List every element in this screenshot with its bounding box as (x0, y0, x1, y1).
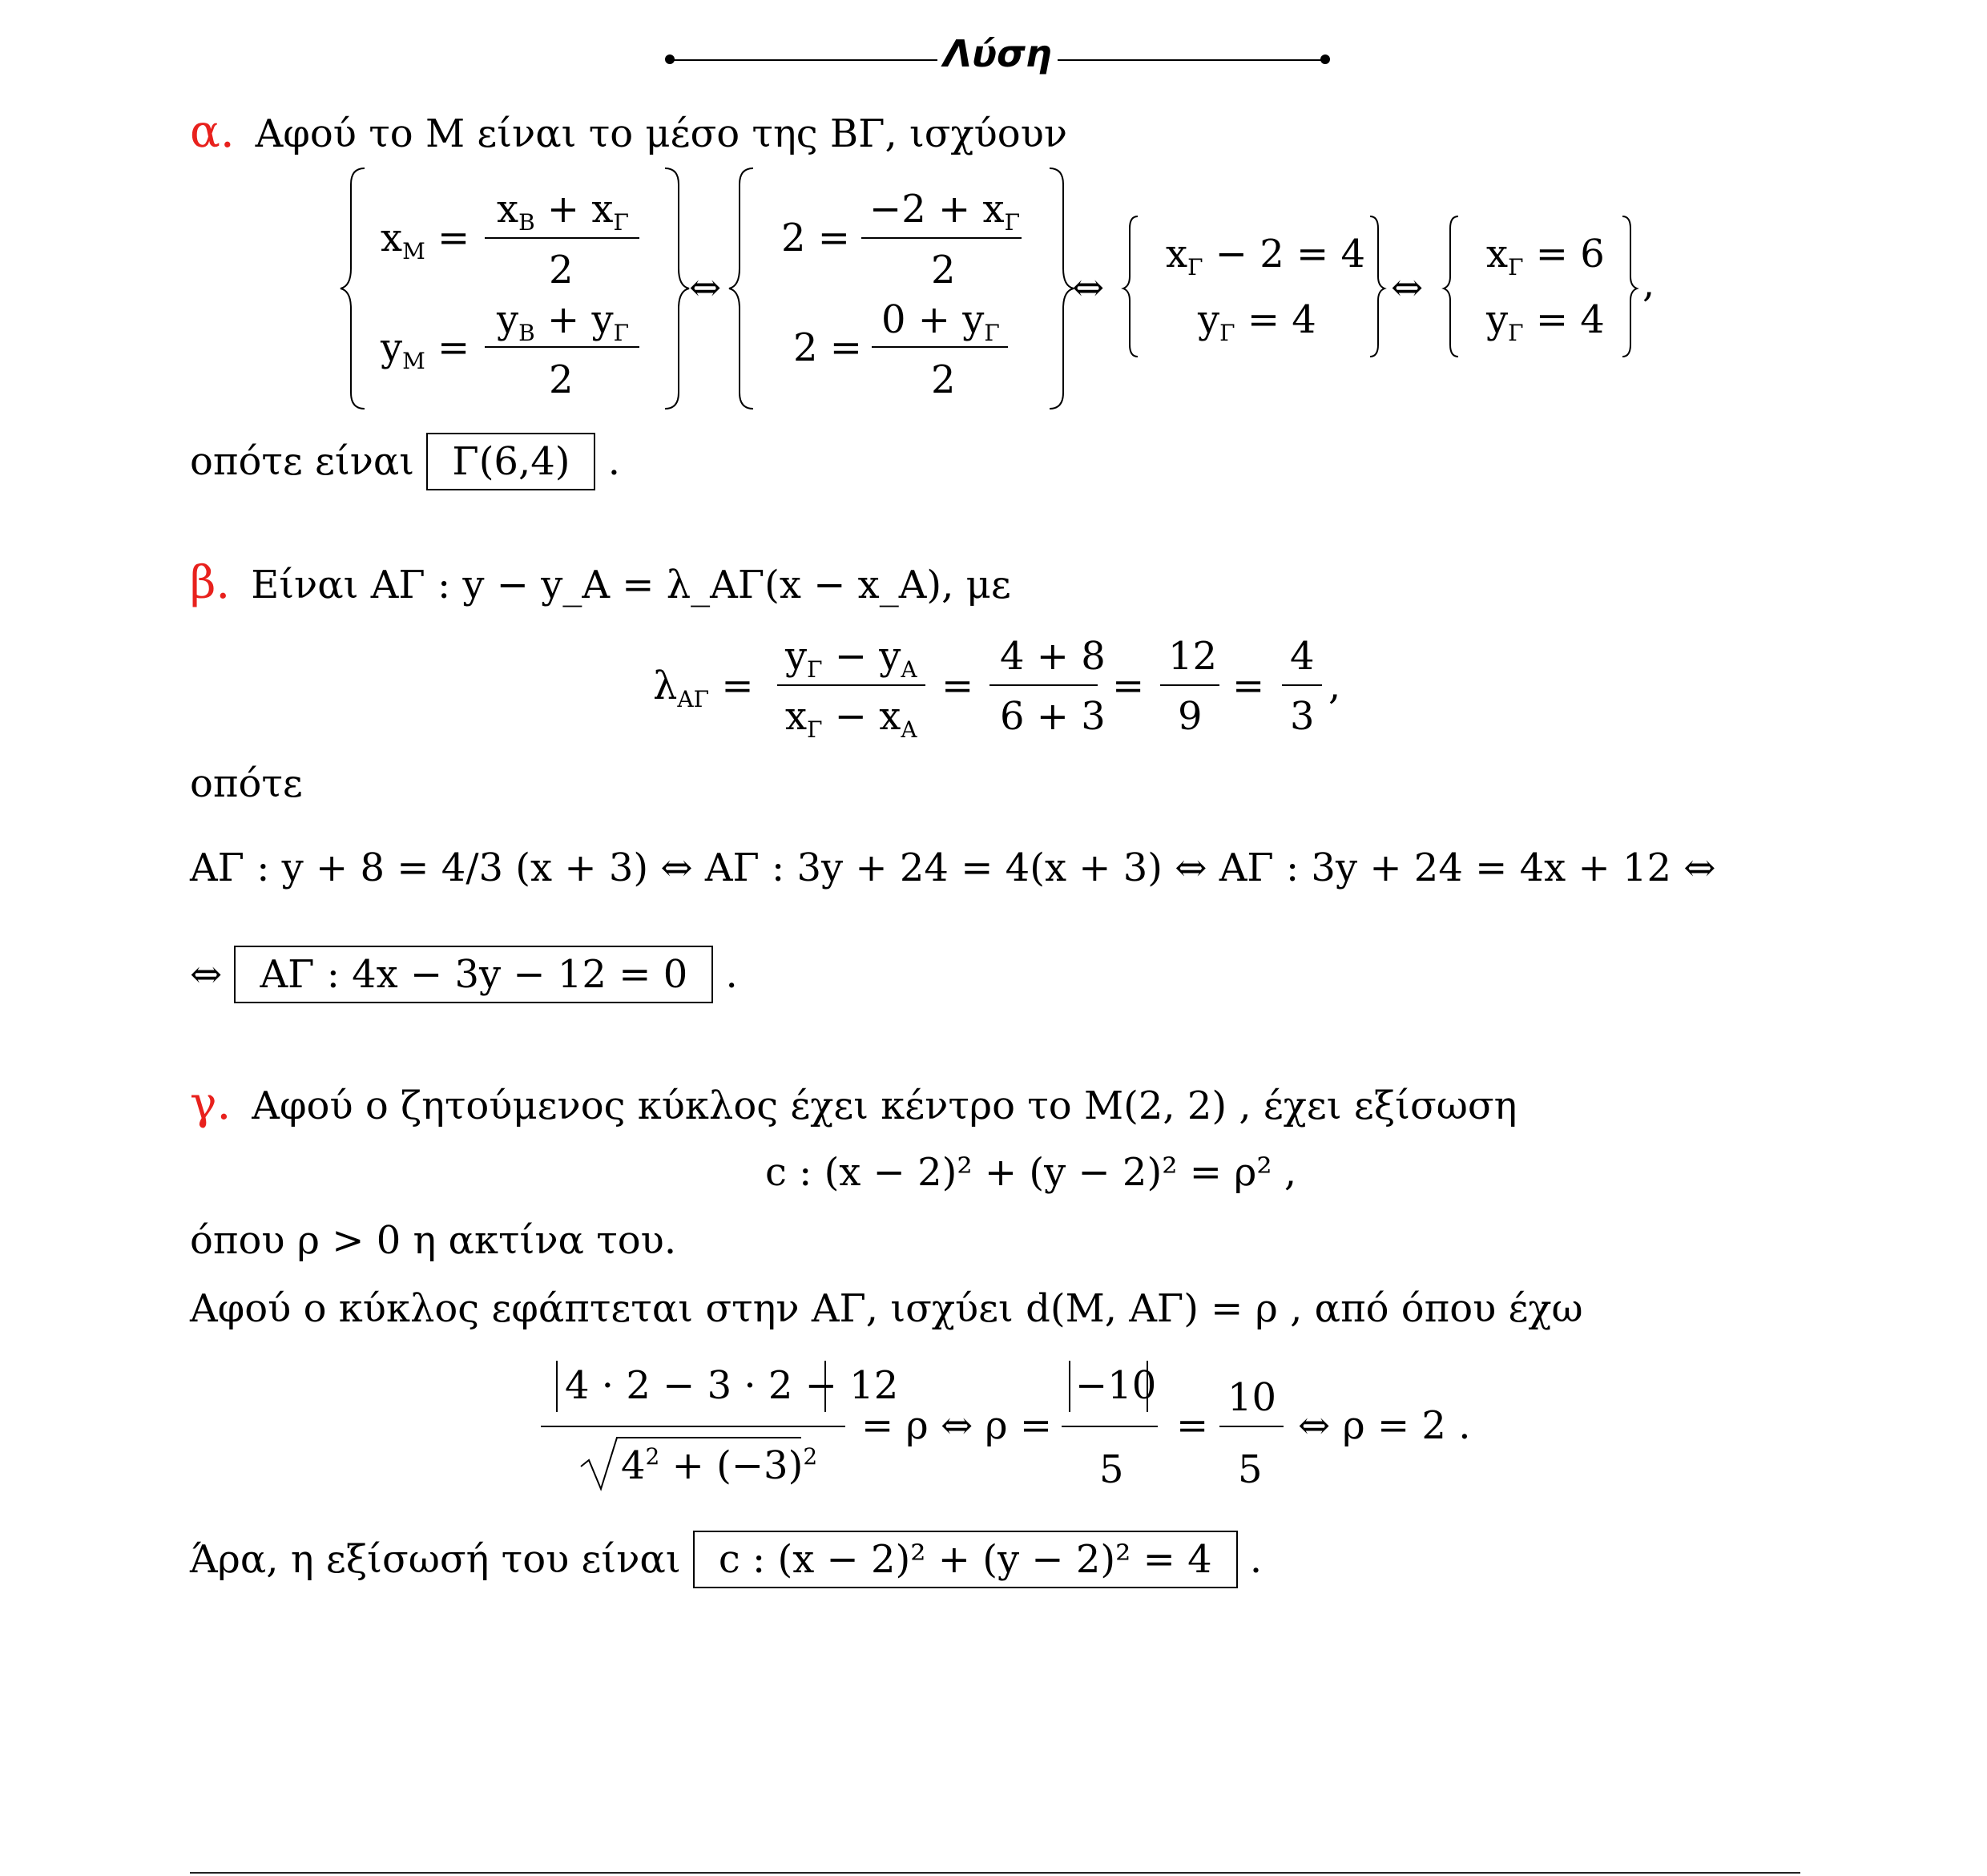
gamma-final-line (190, 1531, 1262, 1588)
svg-text:yΓ = 4: $y_\Gamma = 4$ (1486, 297, 1605, 346)
svg-text:0 + yΓ: $0 + y_\Gamma$ (881, 297, 1000, 346)
svg-text:⇔: ⇔ (1072, 265, 1105, 310)
svg-text:12: 12 (1168, 634, 1218, 679)
svg-text:=: = (1176, 1403, 1209, 1448)
gamma-intro-line (190, 1078, 1517, 1130)
alpha-result-prefix: οπότε είναι (190, 439, 415, 484)
gamma-tangent-note: Αφού ο κύκλος εφάπτεται στην ΑΓ, ισχύει d(Μ, ΑΓ) = ρ , από όπου έχω (190, 1286, 1583, 1331)
svg-text:−2 + xΓ: $-2 + x_\Gamma$ (869, 187, 1020, 236)
beta-final-box: ΑΓ : 4x − 3y − 12 = 0 (234, 946, 713, 1003)
svg-text:42 + (−3)2: $4^2 + (-3)^2$ (621, 1443, 818, 1488)
svg-text:2: 2 (549, 357, 574, 402)
svg-text:−10: −10 (1075, 1363, 1157, 1408)
gamma-distance-formula (537, 1354, 1474, 1499)
svg-text:,: , (1642, 261, 1655, 306)
svg-text:2: 2 (931, 357, 956, 402)
gamma-radius-note: όπου ρ > 0 η ακτίνα του. (190, 1218, 677, 1263)
beta-intro: Είναι ΑΓ : y − y_Α = λ_ΑΓ(x − x_Α), με (251, 563, 1011, 607)
svg-text:=: = (941, 664, 974, 708)
svg-text:4 · 2 − 3 · 2 − 12: 4 · 2 − 3 · 2 − 12 (565, 1363, 899, 1408)
svg-text:λΑΓ =: $\lambda_{A\Gamma}$ = (653, 664, 754, 712)
svg-text:xΓ = 6: $x_\Gamma = 6$ (1486, 232, 1605, 280)
beta-line-equation: ΑΓ : y + 8 = 4/3 (x + 3) ⇔ ΑΓ : 3y + 24 = 4(x + 3) ⇔ ΑΓ : 3y + 24 = 4x + 12 ⇔ (190, 845, 1716, 890)
svg-text:xΒ + xΓ: $x_B + x_\Gamma$ (497, 187, 629, 236)
beta-then: οπότε (190, 761, 303, 806)
svg-text:10: 10 (1227, 1375, 1277, 1420)
svg-text:⇔: ⇔ (689, 265, 722, 310)
svg-text:4 + 8: 4 + 8 (1000, 634, 1106, 679)
svg-text:= ρ ⇔ ρ =: = ρ ⇔ ρ = (861, 1403, 1053, 1448)
svg-text:2 =: 2 = (793, 325, 863, 370)
svg-text:6 + 3: 6 + 3 (1000, 694, 1106, 739)
beta-slope-formula (649, 633, 1362, 753)
svg-text:5: 5 (1099, 1447, 1124, 1492)
beta-final-prefix: ⇔ (190, 952, 223, 997)
alpha-label: α. (190, 106, 235, 158)
beta-intro-line (190, 557, 1011, 609)
svg-text:=: = (1112, 664, 1145, 708)
beta-final-line (190, 946, 738, 1003)
svg-text:yΒ + yΓ: $y_B + y_\Gamma$ (497, 297, 629, 346)
svg-text:=: = (1232, 664, 1265, 708)
gamma-final-prefix: Άρα, η εξίσωσή του είναι (190, 1537, 681, 1582)
gamma-final-suffix: . (1249, 1537, 1263, 1582)
svg-text:5: 5 (1238, 1447, 1263, 1492)
alpha-result-line (190, 433, 620, 490)
svg-text:4: 4 (1290, 634, 1315, 679)
gamma-label: γ. (190, 1078, 232, 1130)
beta-final-suffix: . (725, 952, 738, 997)
svg-text:2 =: 2 = (781, 216, 851, 260)
svg-text:yΓ = 4: $y_\Gamma = 4$ (1198, 297, 1316, 346)
svg-text:yΜ =: $y_M$ = (381, 325, 470, 374)
gamma-final-box: c : (x − 2)² + (y − 2)² = 4 (693, 1531, 1238, 1588)
header-rule-right (1058, 59, 1322, 61)
alpha-system (337, 164, 1683, 413)
alpha-result-box: Γ(6,4) (426, 433, 595, 490)
footer-rule (190, 1872, 1800, 1874)
beta-label: β. (190, 557, 231, 609)
gamma-intro: Αφού ο ζητούμενος κύκλος έχει κέντρο το Μ(2, 2) , έχει εξίσωση (252, 1083, 1517, 1128)
svg-text:xΓ − xΑ: $x_\Gamma - x_A$ (785, 694, 917, 743)
alpha-intro-line (190, 106, 1067, 158)
svg-text:3: 3 (1290, 694, 1315, 739)
svg-text:2: 2 (549, 248, 574, 292)
svg-text:⇔ ρ = 2 .: ⇔ ρ = 2 . (1298, 1403, 1471, 1448)
alpha-result-suffix: . (607, 439, 621, 484)
solution-header (665, 32, 1330, 88)
header-dot-right (1320, 54, 1330, 64)
svg-text:yΓ − yΑ: $y_\Gamma - y_A$ (785, 634, 917, 683)
gamma-circle-equation: c : (x − 2)² + (y − 2)² = ρ² , (765, 1150, 1297, 1195)
svg-text:,: , (1328, 664, 1341, 708)
svg-text:2: 2 (931, 248, 956, 292)
alpha-intro: Αφού το Μ είναι το μέσο της ΒΓ, ισχύουν (255, 111, 1068, 156)
svg-text:xΓ − 2 = 4: $x_\Gamma - 2 = 4$ (1166, 232, 1366, 280)
svg-text:⇔: ⇔ (1391, 265, 1424, 310)
svg-text:9: 9 (1178, 694, 1203, 739)
solution-title: Λύση (943, 32, 1052, 75)
svg-text:xΜ =: $x_M$ = (381, 216, 470, 264)
